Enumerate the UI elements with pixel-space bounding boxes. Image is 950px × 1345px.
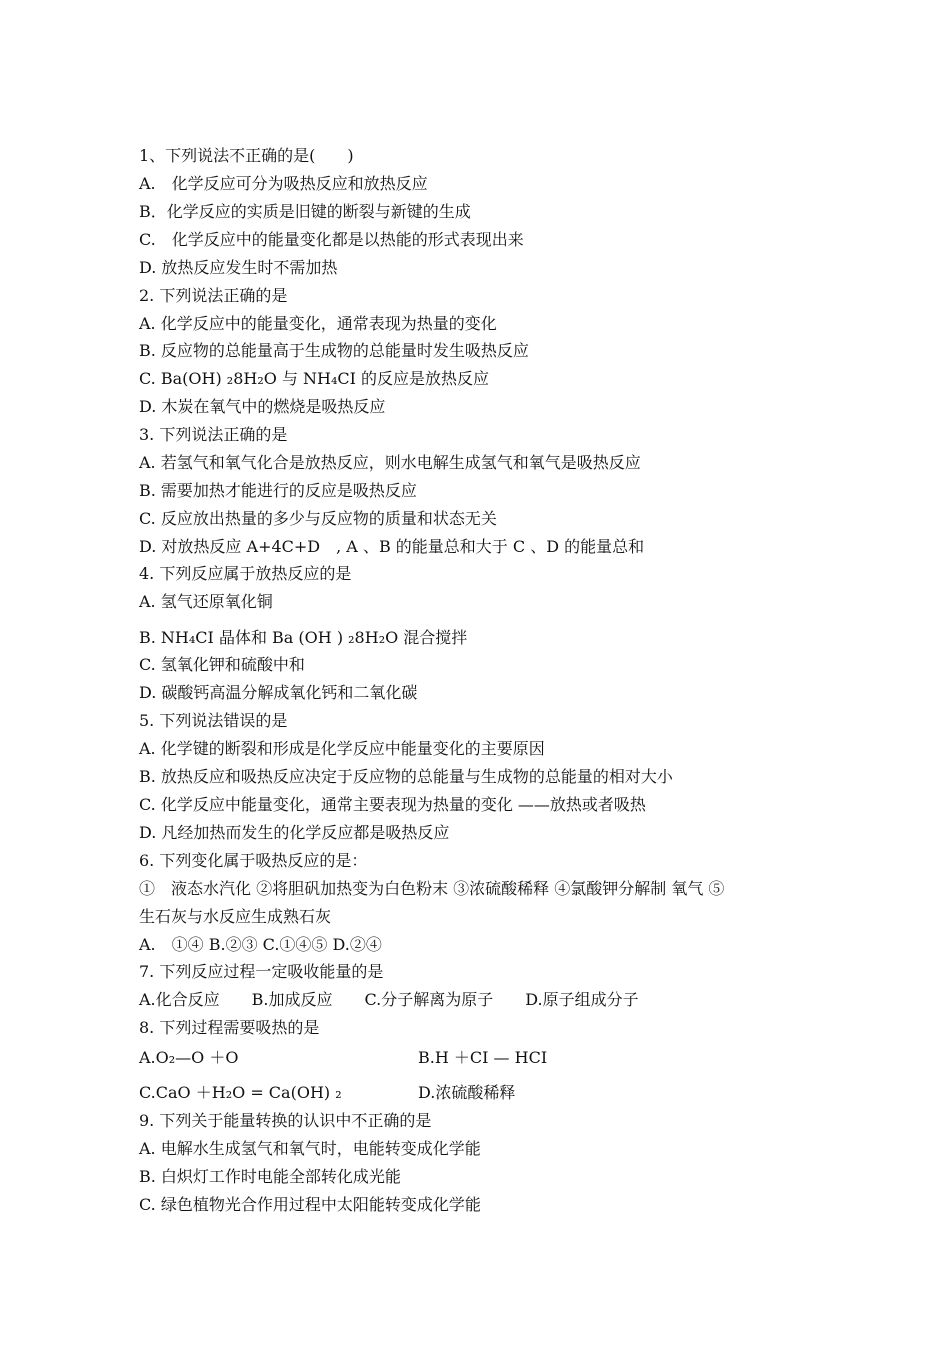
q8-option-c: C.CaO ＋H₂O = Ca(OH) ₂ xyxy=(139,1083,342,1102)
q4-option-b: B. NH₄CI 晶体和 Ba (OH ) ₂8H₂O 混合搅拌 xyxy=(139,628,468,647)
q1-option-c: C. 化学反应中的能量变化都是以热能的形式表现出来 xyxy=(139,230,524,249)
q3-stem: 3. 下列说法正确的是 xyxy=(139,425,288,444)
q3-option-c: C. 反应放出热量的多少与反应物的质量和状态无关 xyxy=(139,509,497,528)
q4-option-d: D. 碳酸钙高温分解成氧化钙和二氧化碳 xyxy=(139,683,418,702)
q2-option-d: D. 木炭在氧气中的燃烧是吸热反应 xyxy=(139,397,386,416)
q8-option-a: A.O₂—O ＋O xyxy=(139,1048,239,1067)
q4-option-c: C. 氢氧化钾和硫酸中和 xyxy=(139,655,305,674)
q8-option-d: D.浓硫酸稀释 xyxy=(418,1083,516,1102)
q3-option-d: D. 对放热反应 A+4C+D , A 、B 的能量总和大于 C 、D 的能量总和 xyxy=(139,537,645,556)
q5-option-d: D. 凡经加热而发生的化学反应都是吸热反应 xyxy=(139,823,450,842)
q6-stem: 6. 下列变化属于吸热反应的是： xyxy=(139,851,368,870)
q6-items-line1: ① 液态水汽化 ②将胆矾加热变为白色粉末 ③浓硫酸稀释 ④氯酸钾分解制 氧气 ⑤ xyxy=(139,879,725,898)
q4-stem: 4. 下列反应属于放热反应的是 xyxy=(139,564,352,583)
q9-option-a: A. 电解水生成氢气和氧气时，电能转变成化学能 xyxy=(139,1139,481,1158)
q9-option-b: B. 白炽灯工作时电能全部转化成光能 xyxy=(139,1167,401,1186)
q6-options: A. ①④ B.②③ C.①④⑤ D.②④ xyxy=(139,935,382,954)
q2-option-c: C. Ba(OH) ₂8H₂O 与 NH₄CI 的反应是放热反应 xyxy=(139,369,490,388)
q5-stem: 5. 下列说法错误的是 xyxy=(139,711,288,730)
q2-option-a: A. 化学反应中的能量变化，通常表现为热量的变化 xyxy=(139,314,497,333)
q2-option-b: B. 反应物的总能量高于生成物的总能量时发生吸热反应 xyxy=(139,341,529,360)
q6-items-line2: 生石灰与水反应生成熟石灰 xyxy=(139,907,332,926)
q5-option-b: B. 放热反应和吸热反应决定于反应物的总能量与生成物的总能量的相对大小 xyxy=(139,767,673,786)
q3-option-b: B. 需要加热才能进行的反应是吸热反应 xyxy=(139,481,417,500)
q1-option-d: D. 放热反应发生时不需加热 xyxy=(139,258,338,277)
q4-option-a: A. 氢气还原氧化铜 xyxy=(139,592,273,611)
q1-option-b: B．化学反应的实质是旧键的断裂与新键的生成 xyxy=(139,202,471,221)
q5-option-a: A. 化学键的断裂和形成是化学反应中能量变化的主要原因 xyxy=(139,739,545,758)
q9-stem: 9. 下列关于能量转换的认识中不正确的是 xyxy=(139,1111,432,1130)
q3-option-a: A. 若氢气和氧气化合是放热反应，则水电解生成氢气和氧气是吸热反应 xyxy=(139,453,641,472)
q8-stem: 8. 下列过程需要吸热的是 xyxy=(139,1018,320,1037)
q9-option-c: C. 绿色植物光合作用过程中太阳能转变成化学能 xyxy=(139,1195,481,1214)
q1-stem: 1、下列说法不正确的是( ) xyxy=(139,146,354,165)
q7-stem: 7. 下列反应过程一定吸收能量的是 xyxy=(139,962,384,981)
q7-options: A.化合反应 B.加成反应 C.分子解离为原子 D.原子组成分子 xyxy=(139,990,639,1009)
q1-option-a: A. 化学反应可分为吸热反应和放热反应 xyxy=(139,174,428,193)
q2-stem: 2. 下列说法正确的是 xyxy=(139,286,288,305)
q8-option-b: B.H ＋CI — HCI xyxy=(418,1048,548,1067)
q5-option-c: C. 化学反应中能量变化，通常主要表现为热量的变化 ——放热或者吸热 xyxy=(139,795,646,814)
